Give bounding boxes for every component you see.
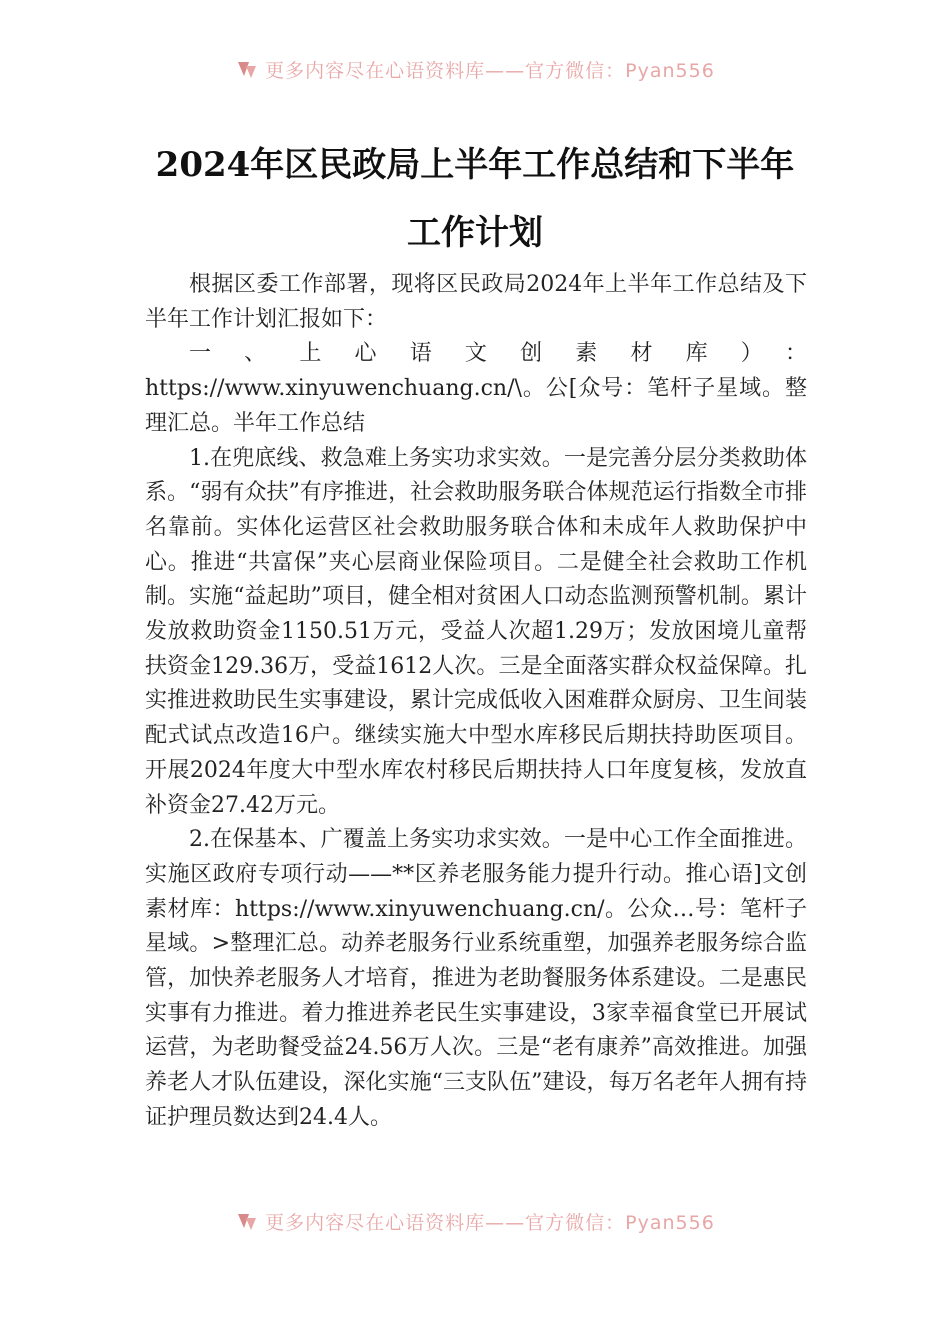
watermark-banner-bottom (0, 1206, 950, 1236)
intro-paragraph: 根据区委工作部署，现将区民政局2024年上半年工作总结及下半年工作计划汇报如下： (145, 272, 807, 332)
paragraph-item-2: 2.在保基本、广覆盖上务实功求实效。一是中心工作全面推进。实施区政府专项行动——**区养老服务能力提升行动。推心语]文创素材库：https://www.xinyuwenchuang.cn/。公众…号：笔杆子星域。>整理汇总。动养老服务行业系统重塑，加强养老服务综合监管，加快养老服务人才培育，推进为老助餐服务体系建设。二是惠民实事有力推进。着力推进养老民生实事建设，3家幸福食堂已开展试运营，为老助餐受益24.56万人次。三是“老有康养”高效推进。加强养老人才队伍建设，深化实施“三支队伍”建设，每万名老年人拥有持证护理员数达到24.4人。 (145, 827, 807, 1130)
banner-text: 更多内容尽在心语资料库——官方微信：Pyan556 (265, 1211, 715, 1234)
page-title-line-1: 2024年区民政局上半年工作总结和下半年 (155, 145, 795, 185)
page-title-line-2: 工作计划 (407, 213, 543, 253)
section-heading-paragraph: 一、上心语文创素材库）：https://www.xinyuwenchuang.cn/\。公[众号：笔杆子星域。整理汇总。半年工作总结 (145, 341, 807, 436)
paragraph-item-1: 1.在兜底线、救急难上务实功求实效。一是完善分层分类救助体系。“弱有众扶”有序推进，社会救助服务联合体规范运行指数全市排名靠前。实体化运营区社会救助服务联合体和未成年人救助保护中心。推进“共富保”夹心层商业保险项目。二是健全社会救助工作机制。实施“益起助”项目，健全相对贫困人口动态监测预警机制。累计发放救助资金1150.51万元，受益人次超1.29万；发放困境儿童帮扶资金129.36万，受益1612人次。三是全面落实群众权益保障。扎实推进救助民生实事建设，累计完成低收入困难群众厨房、卫生间装配式试点改造16户。继续实施大中型水库移民后期扶持助医项目。开展2024年度大中型水库农村移民后期扶持人口年度复核，发放直补资金27.42万元。 (145, 445, 807, 818)
logo-icon (235, 1210, 259, 1232)
banner-text: 更多内容尽在心语资料库——官方微信：Pyan556 (265, 59, 715, 82)
document-body (145, 268, 807, 1136)
watermark-banner-top (0, 54, 950, 84)
logo-icon (235, 58, 259, 80)
